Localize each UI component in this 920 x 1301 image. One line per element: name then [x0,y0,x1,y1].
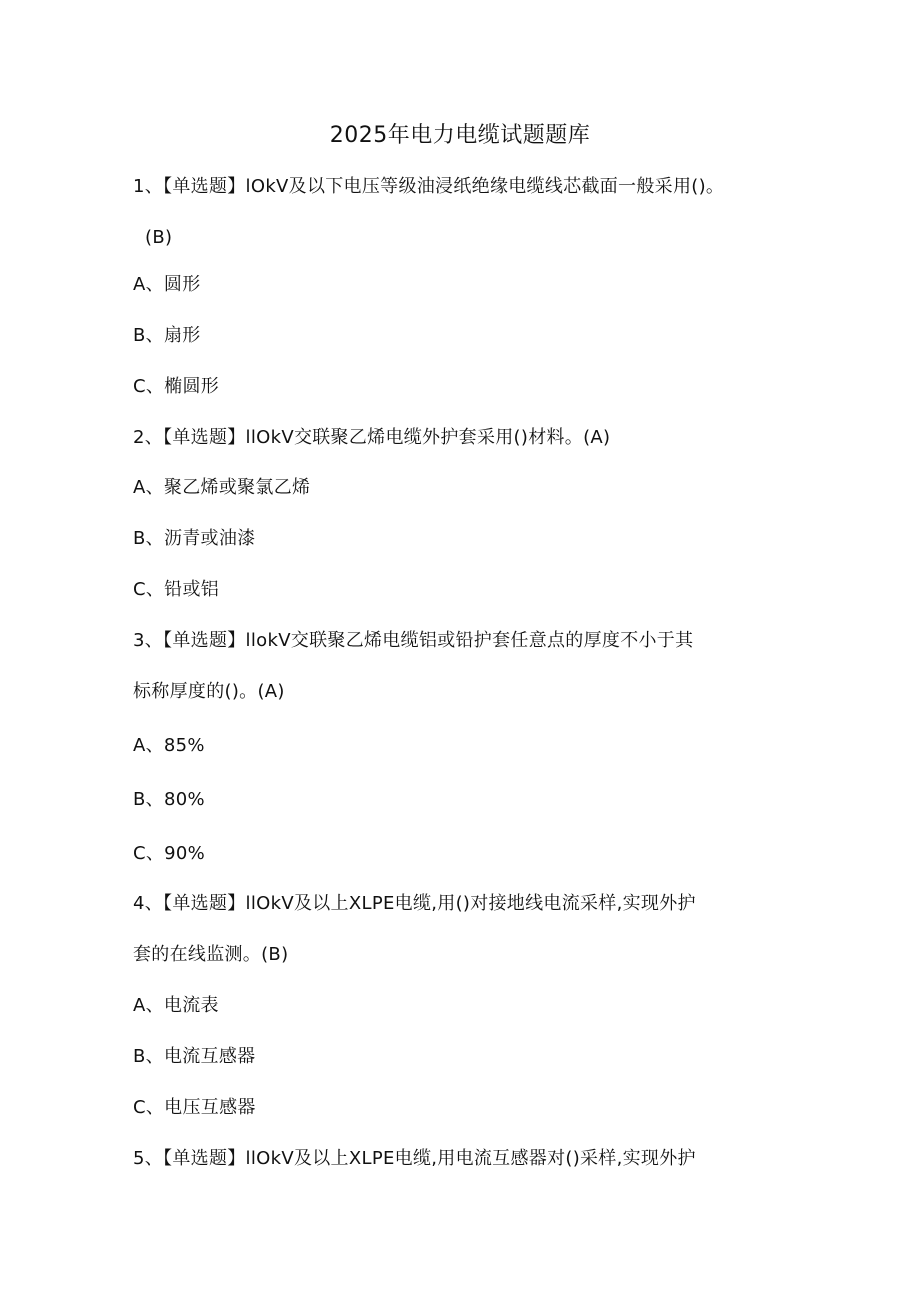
question-3-option-c: C、90% [133,843,206,864]
question-1-option-c: C、椭圆形 [133,376,220,397]
question-1-option-b: B、扇形 [133,325,201,346]
question-4-text-continued: 套的在线监测。(B) [133,944,289,965]
question-4-option-b: B、电流互感器 [133,1046,256,1067]
question-1-option-a: A、圆形 [133,274,201,295]
question-3-option-a: A、85% [133,735,205,756]
question-3-text-continued: 标称厚度的()。(A) [133,681,285,702]
question-2-text: 2、【单选题】llOkV交联聚乙烯电缆外护套采用()材料。(A) [133,427,611,448]
question-2-option-b: B、沥青或油漆 [133,528,256,549]
question-3-option-b: B、80% [133,789,205,810]
question-1-text: 1、【单选题】lOkV及以下电压等级油浸纸绝缘电缆线芯截面一般采用()。 [133,176,725,197]
question-4-text: 4、【单选题】llOkV及以上XLPE电缆,用()对接地线电流采样,实现外护 [133,893,696,914]
question-4-option-a: A、电流表 [133,995,219,1016]
question-2-option-a: A、聚乙烯或聚氯乙烯 [133,477,311,498]
question-5-text: 5、【单选题】llOkV及以上XLPE电缆,用电流互感器对()采样,实现外护 [133,1148,696,1169]
question-3-text: 3、【单选题】llokV交联聚乙烯电缆铝或铅护套任意点的厚度不小于其 [133,630,694,651]
document-title: 2025年电力电缆试题题库 [329,123,591,148]
question-2-option-c: C、铅或铝 [133,579,220,600]
question-4-option-c: C、电压互感器 [133,1097,256,1118]
question-1-answer: (B) [145,227,173,248]
